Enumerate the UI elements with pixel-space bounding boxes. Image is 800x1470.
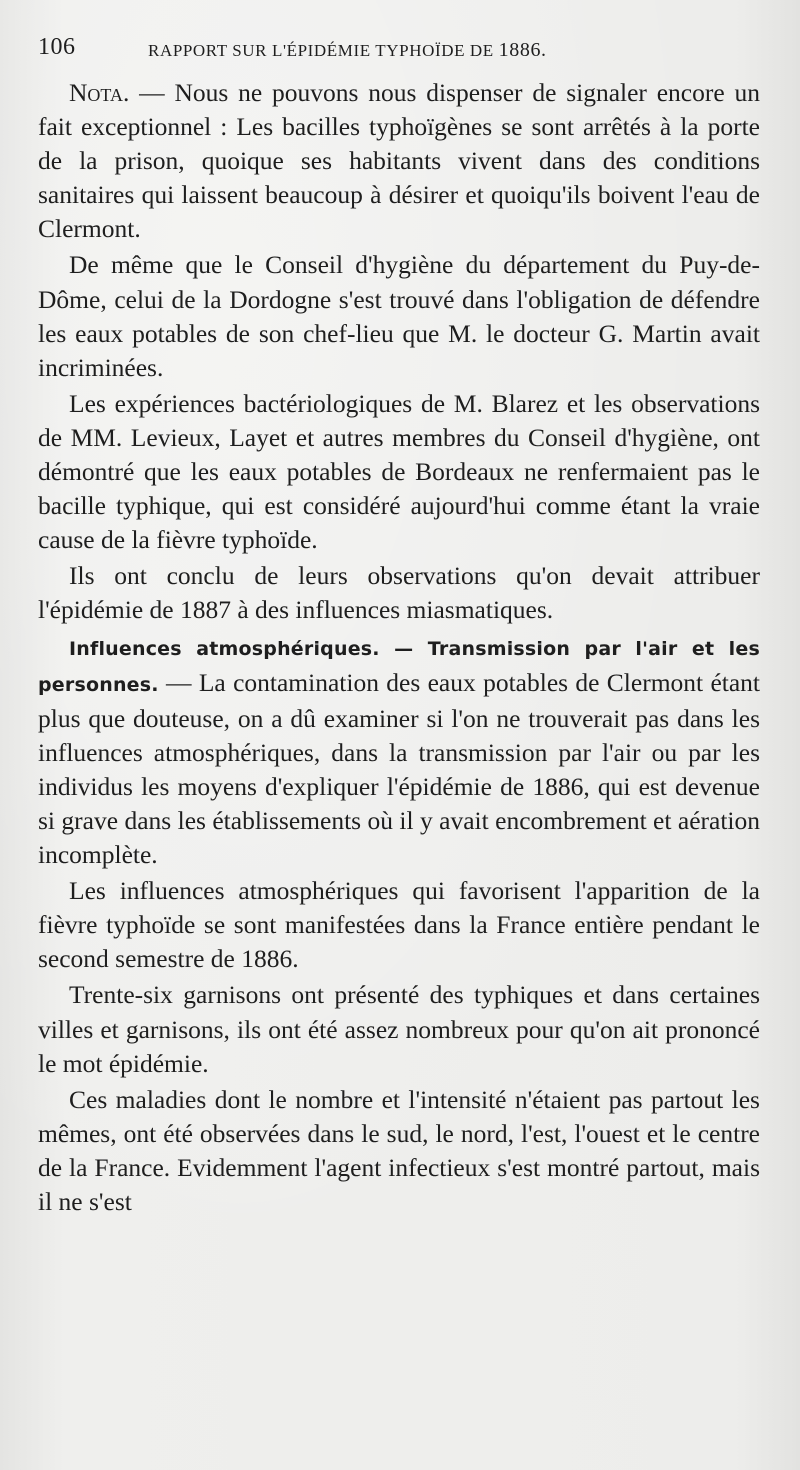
body-text [38, 76, 760, 1219]
paragraph-dordogne: De même que le Conseil d'hygiène du département du Puy-de-Dôme, celui de la Dordogne s'est trouvé dans l'obligation de défendre les eaux potables de son chef-lieu que M. le docteur G. Martin avait incriminées. [38, 250, 760, 382]
paragraph-conclusion: Ils ont conclu de leurs observations qu'on devait attribuer l'épidémie de 1887 à des influences miasmatiques. [38, 561, 760, 625]
section-heading: Influences atmosphériques. — Transmission par l'air et les personnes. [38, 637, 760, 696]
page-number: 106 [38, 34, 76, 60]
nota-paragraph [38, 76, 760, 246]
running-title-text: RAPPORT SUR L'ÉPIDÉMIE TYPHOÏDE DE [148, 41, 494, 60]
section-paragraph [38, 630, 760, 873]
paragraph-maladies: Ces maladies dont le nombre et l'intensité n'étaient pas partout les mêmes, ont été observées dans le sud, le nord, l'est, l'ouest et le centre de la France. Evidemment l'agent infectieux s'est montré partout, mais il ne s'est [38, 1084, 760, 1216]
nota-label: Nota. [69, 78, 130, 107]
paragraph-garnisons: Trente-six garnisons ont présenté des typhiques et dans certaines villes et garnisons, ils ont été assez nombreux pour qu'on ait prononcé le mot épidémie. [38, 980, 760, 1078]
nota-text: — Nous ne pouvons nous dispenser de signaler encore un fait exceptionnel : Les bacilles typhoïgènes se sont arrêtés à la porte de la prison, quoique ses habitants vivent dans des conditions sanitaires qui laissent beaucoup à désirer et quoiqu'ils boivent l'eau de Clermont. [38, 78, 760, 244]
paragraph-influences: Les influences atmosphériques qui favorisent l'apparition de la fièvre typhoïde se sont manifestées dans la France entière pendant le second semestre de 1886. [38, 876, 760, 974]
running-title-year: 1886. [498, 39, 547, 61]
page-header [38, 34, 758, 64]
section-text: — La contamination des eaux potables de Clermont étant plus que douteuse, on a dû examiner si l'on ne trouverait pas dans les influences atmosphériques, dans la transmission par l'air ou par les individus les moyens d'expliquer l'épidémie de 1886, qui est devenue si grave dans les établissements où il y avait encombrement et aération incomplète. [38, 667, 760, 870]
paragraph-experiences: Les expériences bactériologiques de M. Blarez et les observations de MM. Levieux, Layet et autres membres du Conseil d'hygiène, ont démontré que les eaux potables de Bordeaux ne renfermaient pas le bacille typhique, qui est considéré aujourd'hui comme étant la vraie cause de la fièvre typhoïde. [38, 388, 760, 555]
running-title [148, 39, 547, 62]
